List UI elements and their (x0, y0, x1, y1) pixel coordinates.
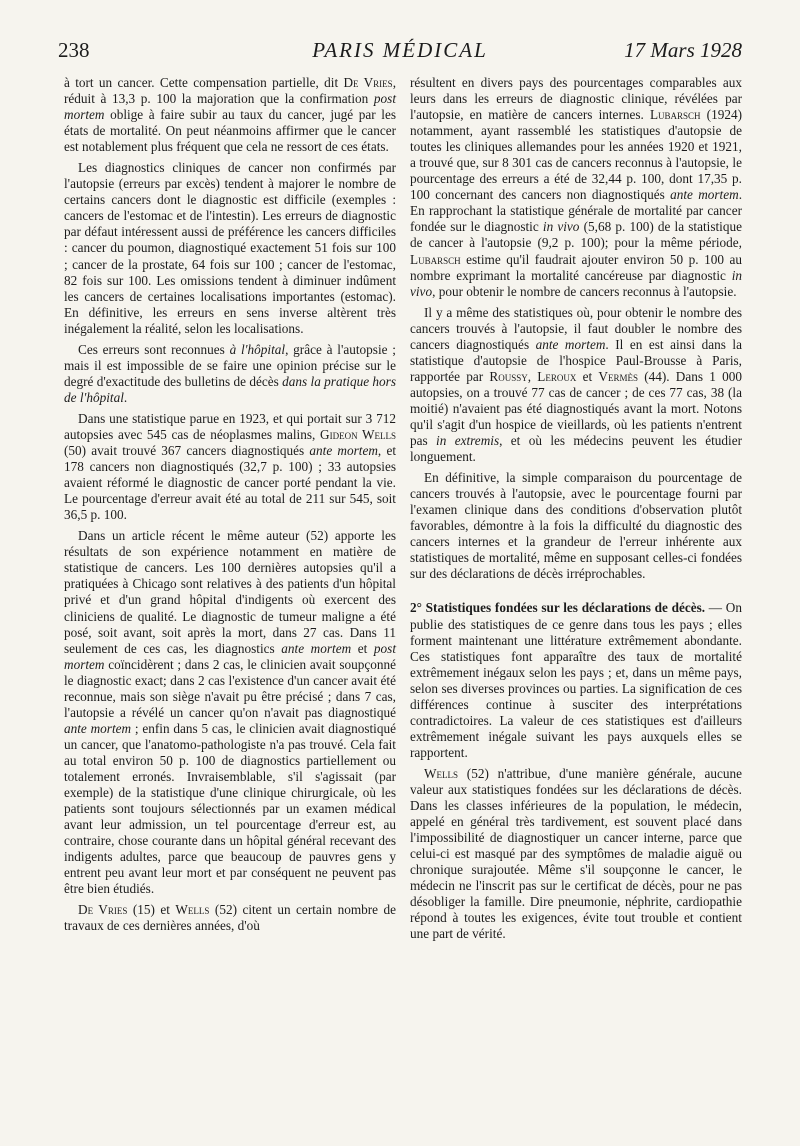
section-paragraph: 2° Statistiques fondées sur les déclarations de décès. — On publie des statistiques de ce genre dans tous les pays ; elles forment maintenant une littérature extrêmement abondante. Ces statistiques font apparaître des taux de mortalité extrêmement inégaux selon les pays ; et, dans un même pays, selon ses diverses provinces ou parties. La signification de ces différences continue à susciter des interprétations contradictoires. La valeur de ces statistiques est d'ailleurs extrêmement inégale suivant les pays auxquels elles se rapportent. (410, 600, 742, 760)
author-name: De Vries (78, 902, 128, 918)
author-name: Wells (424, 765, 459, 781)
author-name: Wells (175, 902, 210, 918)
paragraph: Il y a même des statistiques où, pour obtenir le nombre des cancers trouvés à l'autopsie, il faut doubler le nombre des cancers diagnostiqués ante mortem. Il en est ainsi dans la statistique d'autopsie de l'hospice Paul-Brousse à Paris, rapportée par Roussy, Leroux et Vermès (44). Dans 1 000 autopsies, on a trouvé 77 cas de cancer ; de ces 77 cas, 38 (la moitié) n'avaient pas été diagnostiqués avant la mort. Notons qu'il s'agit d'un hospice de vieillards, où les patients n'entrent pas in extremis, et où les médecins peuvent les étudier longuement. (410, 304, 742, 465)
page-header (58, 38, 742, 72)
paragraph: En définitive, la simple comparaison du pourcentage de cancers trouvés à l'autopsie, avec le pourcentage fourni par l'examen clinique dans des conditions d'observation plutôt favorables, démontre à la fois la difficulté du diagnostic des cancers internes et la grandeur de l'erreur inhérente aux statistiques de mortalité, même en supposant celles-ci fondées sur des déclarations de décès irréprochables. (410, 470, 742, 582)
author-name: Gideon Wells (320, 426, 397, 442)
author-name: Lubarsch (410, 251, 461, 267)
paragraph: De Vries (15) et Wells (52) citent un certain nombre de travaux de ces dernières années, d'où (64, 902, 397, 934)
page-number: 238 (58, 38, 90, 62)
right-column (410, 75, 742, 947)
paragraph: Ces erreurs sont reconnues à l'hôpital, grâce à l'autopsie ; mais il est impossible de se faire une opinion précise sur le degré d'exactitude des bulletins de décès dans la pratique hors de l'hôpital. (64, 341, 396, 405)
left-column (64, 75, 396, 939)
section-heading: 2° Statistiques fondées sur les déclarations de décès. (410, 600, 706, 616)
paragraph: résultent en divers pays des pourcentages comparables aux leurs dans les erreurs de diagnostic clinique, révélées par l'autopsie, en matière de cancers internes. Lubarsch (1924) notamment, ayant rassemblé les statistiques d'autopsie de toutes les cliniques allemandes pour les années 1920 et 1921, a trouvé que, sur 8 301 cas de cancers reconnus à l'autopsie, le pourcentage des erreurs a été de 32,44 p. 100, dont 17,35 p. 100 concernant des cancers non diagnostiqués ante mortem. En rapprochant la statistique générale de mortalité par cancer fondée sur le diagnostic in vivo (5,68 p. 100) de la statistique de cancer à l'autopsie (9,2 p. 100); pour la même période, Lubarsch estime qu'il faudrait ajouter environ 50 p. 100 au nombre exprimant la mortalité cancéreuse par diagnostic in vivo, pour obtenir le nombre de cancers reconnus à l'autopsie. (410, 75, 743, 299)
paragraph: Les diagnostics cliniques de cancer non confirmés par l'autopsie (erreurs par excès) tendent à majorer le nombre de certains cancers dont le diagnostic est difficile (exemples : cancers de l'estomac et de l'intestin). Les erreurs de diagnostic par défaut intéressent aussi de préférence les cancers difficiles : cancer du poumon, diagnostiqué exactement 51 fois sur 100 ; cancer de la prostate, 64 fois sur 100 ; cancer de l'estomac, 82 fois sur 100. Les omissions tendent à diminuer indûment les cancers de certaines localisations importantes (estomac). En définitive, les erreurs en sens inverse altèrent très inégalement la réalité, selon les localisations. (64, 160, 396, 336)
author-name: Vermès (598, 368, 638, 384)
author-name: Roussy, Leroux (489, 368, 577, 384)
author-name: Lubarsch (649, 107, 701, 123)
author-name: De Vries (343, 75, 393, 90)
paragraph: Dans un article récent le même auteur (52) apporte les résultats de son expérience notamment en matière de statistique de cancers. Les 100 dernières autopsies qu'il a pratiquées à Chicago sont relatives à des patients d'un hôpital privé et d'un grand hôpital d'indigents où exercent des cliniciens de qualité. Le diagnostic de tumeur maligne a été posé, soit avant, soit après la mort, dans 27 cas. Dans 11 seulement de ces cas, les diagnostics ante mortem et post mortem coïncidèrent ; dans 2 cas, le clinicien avait soupçonné le diagnostic exact; dans 2 cas l'existence d'un cancer avait été reconnue, mais son siège n'avait pu être précisé ; dans 7 cas, l'autopsie a révélé un cancer qu'on n'avait pas diagnostiqué ante mortem ; enfin dans 5 cas, le clinicien avait diagnostiqué un cancer, que l'anatomo-pathologiste n'a pas trouvé. Cela fait au total environ 50 p. 100 de diagnostics partiellement ou totalement erronés. Invraisemblable, s'il s'agissait (par exemple) de la statistique d'une clinique chirurgicale, où les patients sont toujours sélectionnés par un examen médical avant leur admission, un tel pourcentage d'erreur est, au contraire, chose courante dans un hôpital général recevant des indigents adultes, parce que beaucoup de pauvres gens y entrent peu avant leur mort et par conséquent ne peuvent pas être bien étudiés. (64, 528, 396, 897)
paragraph: Wells (52) n'attribue, d'une manière générale, aucune valeur aux statistiques fondées sur les déclarations de décès. Dans les classes inférieures de la population, le médecin, appelé en général très tardivement, est souvent placé dans l'impossibilité de diagnostiquer un cancer interne, parce que celui-ci est masqué par des symptômes de maladie aiguë ou chronique surajoutée. Même s'il soupçonne le cancer, le médecin ne l'inscrit pas sur le certificat de décès, pour ne pas désobliger la famille. Dire pneumonie, néphrite, cardiopathie répond à toutes les exigences, évite tout trouble et contient une part de vérité. (410, 765, 742, 942)
paragraph: Dans une statistique parue en 1923, et qui portait sur 3 712 autopsies avec 545 cas de néoplasmes malins, Gideon Wells (50) avait trouvé 367 cancers diagnostiqués ante mortem, et 178 cancers non diagnostiqués (32,7 p. 100) ; 33 autopsies avaient réformé le diagnostic de cancer porté pendant la vie. Le pourcentage d'erreur avait été au total de 211 sur 545, soit 36,5 p. 100. (64, 410, 397, 523)
journal-title: PARIS MÉDICAL (312, 38, 488, 62)
paragraph: à tort un cancer. Cette compensation partielle, dit De Vries, réduit à 13,3 p. 100 la majoration que la confirmation post mortem oblige à faire subir au taux du cancer, jugé par les états de mortalité. On peut néanmoins affirmer que le cancer est notablement plus fréquent que cela ne ressort de ces états. (64, 75, 396, 155)
issue-date: 17 Mars 1928 (624, 38, 742, 62)
